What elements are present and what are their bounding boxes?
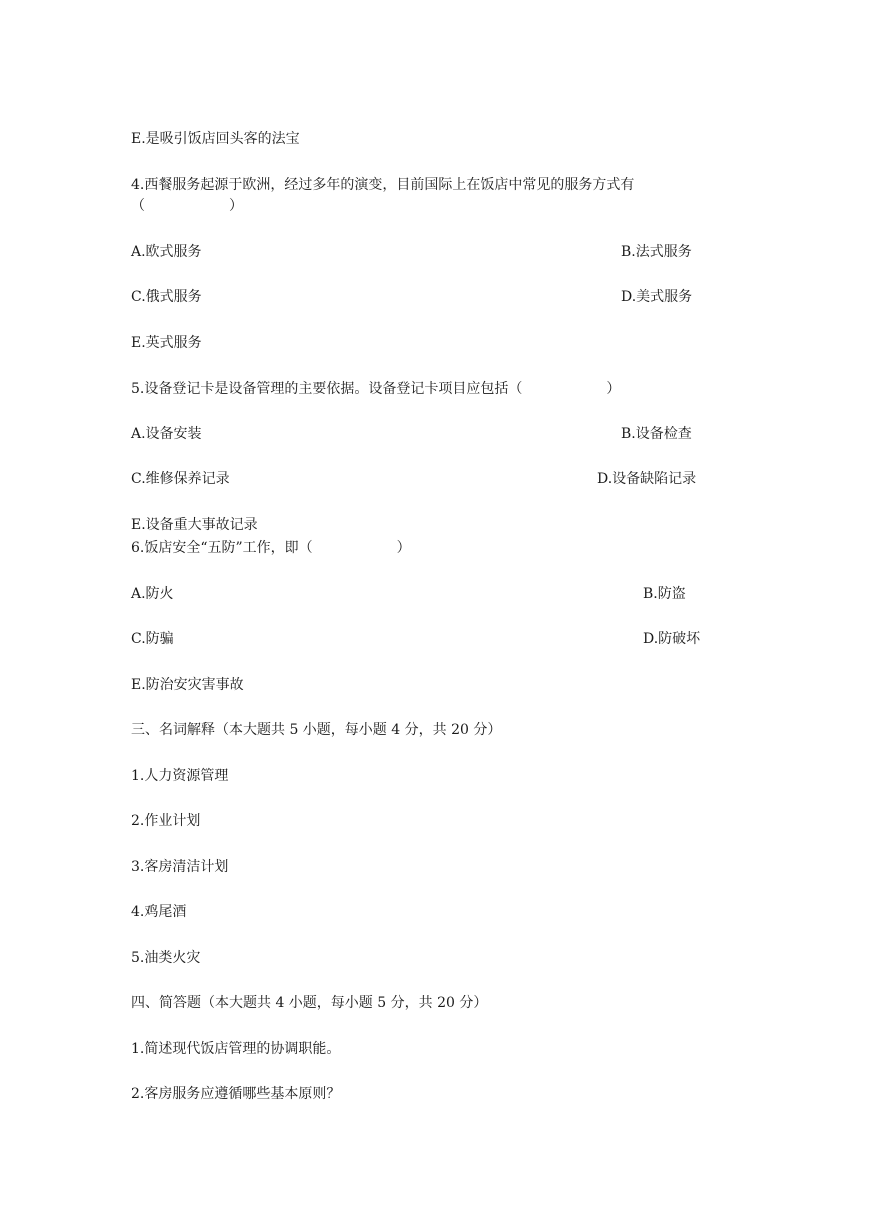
section3-item: 2.作业计划 [131, 813, 201, 829]
q5-stem: 5.设备登记卡是设备管理的主要依据。设备登记卡项目应包括（ ） [131, 381, 621, 397]
q5-option-e: E.设备重大事故记录 [131, 517, 258, 533]
section3-item: 3.客房清洁计划 [131, 859, 229, 875]
q6-option-a: A.防火 [131, 586, 174, 602]
q4-option-a: A.欧式服务 [131, 244, 202, 260]
q4-option-e: E.英式服务 [131, 335, 202, 351]
q5-option-b: B.设备检查 [621, 426, 692, 442]
q6-option-d: D.防破坏 [643, 631, 701, 647]
q5-option-d: D.设备缺陷记录 [597, 471, 697, 487]
q6-stem: 6.饭店安全“五防”工作，即（ ） [131, 540, 411, 556]
q3-option-e: E.是吸引饭店回头客的法宝 [131, 131, 300, 147]
section4-item: 1.简述现代饭店管理的协调职能。 [131, 1041, 341, 1057]
q6-option-b: B.防盗 [643, 586, 686, 602]
section3-item: 4.鸡尾酒 [131, 904, 187, 920]
q4-option-c: C.俄式服务 [131, 289, 202, 305]
q6-option-c: C.防骗 [131, 631, 174, 647]
section4-item: 2.客房服务应遵循哪些基本原则？ [131, 1086, 341, 1102]
q4-stem: 4.西餐服务起源于欧洲，经过多年的演变，目前国际上在饭店中常见的服务方式有 [131, 177, 635, 193]
q4-option-d: D.美式服务 [621, 289, 693, 305]
q4-answer-blank: （ ） [131, 198, 243, 214]
q5-option-a: A.设备安装 [131, 426, 202, 442]
section3-heading: 三、名词解释（本大题共 5 小题，每小题 4 分，共 20 分） [131, 722, 502, 738]
section3-item: 1.人力资源管理 [131, 768, 229, 784]
section3-item: 5.油类火灾 [131, 950, 201, 966]
q5-option-c: C.维修保养记录 [131, 471, 230, 487]
q4-option-b: B.法式服务 [621, 244, 692, 260]
q6-option-e: E.防治安灾害事故 [131, 677, 244, 693]
section4-heading: 四、简答题（本大题共 4 小题，每小题 5 分，共 20 分） [131, 995, 488, 1011]
